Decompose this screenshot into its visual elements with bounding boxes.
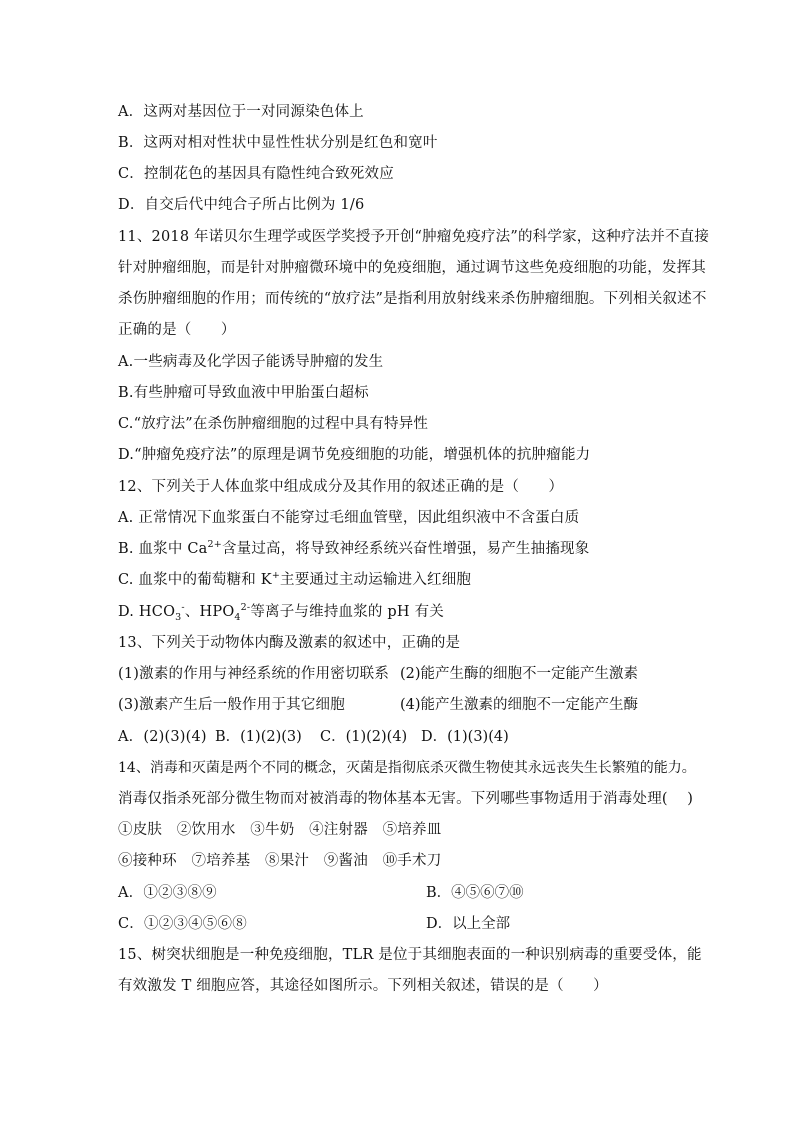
q13-option-b: B．(1)(2)(3) [215,729,302,745]
q12-stem: 12、下列关于人体血浆中组成成分及其作用的叙述正确的是（ ） [118,479,564,495]
q12-option-d-subscript-2: 4 [234,611,241,623]
q12-option-b-text-1: B. 血浆中 Ca [118,541,208,557]
q12-option-d-superscript-1: - [181,602,185,614]
q11-option-c: C.“放疗法”在杀伤肿瘤细胞的过程中具有特异性 [118,416,429,432]
q13-item-4: (4)能产生激素的细胞不一定能产生酶 [400,697,639,713]
q12-option-d-text-2: 、HPO [184,604,235,620]
q12-option-a: A. 正常情况下血浆蛋白不能穿过毛细血管壁，因此组织液中不含蛋白质 [118,510,580,526]
q10-option-c: C．控制花色的基因具有隐性纯合致死效应 [118,166,394,182]
q13-option-c: C．(1)(2)(4) [320,729,408,745]
q12-option-d [118,602,444,622]
q12-option-c [118,570,471,590]
q12-option-c-superscript: + [271,570,281,582]
q13-option-d: D．(1)(3)(4) [421,729,509,745]
q13-item-1: (1)激素的作用与神经系统的作用密切联系 [118,666,390,682]
q14-option-a: A．①②③⑧⑨ [118,885,217,901]
q11-stem-line-1: 11、2018 年诺贝尔生理学或医学奖授予开创“肿瘤免疫疗法”的科学家，这种疗法并不直接 [118,229,710,245]
q11-stem-line-2: 针对肿瘤细胞，而是针对肿瘤微环境中的免疫细胞，通过调节这些免疫细胞的功能，发挥其 [118,260,706,276]
q14-option-b: B．④⑤⑥⑦⑩ [426,885,524,901]
q12-option-b [118,539,589,559]
q11-stem-line-4: 正确的是（ ） [118,322,236,338]
q12-option-b-superscript: 2+ [207,539,222,551]
q13-stem: 13、下列关于动物体内酶及激素的叙述中，正确的是 [118,635,461,651]
q10-option-a: A．这两对基因位于一对同源染色体上 [118,104,364,120]
q12-option-d-subscript-1: 3 [175,611,182,623]
q13-option-a: A．(2)(3)(4) [118,729,207,745]
q12-option-d-text-3: 等离子与维持血浆的 pH 有关 [250,604,444,620]
q14-stem-line-2: 消毒仅指杀死部分微生物而对被消毒的物体基本无害。下列哪些事物适用于消毒处理( ) [118,791,694,807]
q11-option-a: A.一些病毒及化学因子能诱导肿瘤的发生 [118,354,384,370]
q11-stem-line-3: 杀伤肿瘤细胞的作用；而传统的“放疗法”是指利用放射线来杀伤肿瘤细胞。下列相关叙述不 [118,291,707,307]
q12-option-c-text-2: 主要通过主动运输进入红细胞 [280,572,472,588]
q14-option-c: C．①②③④⑤⑥⑧ [118,916,247,932]
q12-option-b-text-2: 含量过高，将导致神经系统兴奋性增强，易产生抽搐现象 [221,541,590,557]
q15-stem-line-1: 15、树突状细胞是一种免疫细胞，TLR 是位于其细胞表面的一种识别病毒的重要受体，能 [118,947,702,963]
q11-option-d: D.“肿瘤免疫疗法”的原理是调节免疫细胞的功能，增强机体的抗肿瘤能力 [118,447,591,463]
q12-option-d-text-1: D. HCO [118,604,176,620]
q12-option-d-superscript-2: 2- [240,602,251,614]
q14-items-row-2: ⑥接种环 ⑦培养基 ⑧果汁 ⑨酱油 ⑩手术刀 [118,853,442,869]
q13-item-3: (3)激素产生后一般作用于其它细胞 [118,697,345,713]
q14-stem-line-1: 14、消毒和灭菌是两个不同的概念，灭菌是指彻底杀灭微生物使其永远丧失生长繁殖的能力。 [118,760,696,776]
q14-option-d: D．以上全部 [426,916,511,932]
q10-option-d: D．自交后代中纯合子所占比例为 1/6 [118,197,365,213]
q11-option-b: B.有些肿瘤可导致血液中甲胎蛋白超标 [118,385,369,401]
q14-items-row-1: ①皮肤 ②饮用水 ③牛奶 ④注射器 ⑤培养皿 [118,822,442,838]
q13-item-2: (2)能产生酶的细胞不一定能产生激素 [400,666,639,682]
q15-stem-line-2: 有效激发 T 细胞应答，其途径如图所示。下列相关叙述，错误的是（ ） [118,978,608,994]
q10-option-b: B．这两对相对性状中显性性状分别是红色和宽叶 [118,135,438,151]
q12-option-c-text-1: C. 血浆中的葡萄糖和 K [118,572,272,588]
